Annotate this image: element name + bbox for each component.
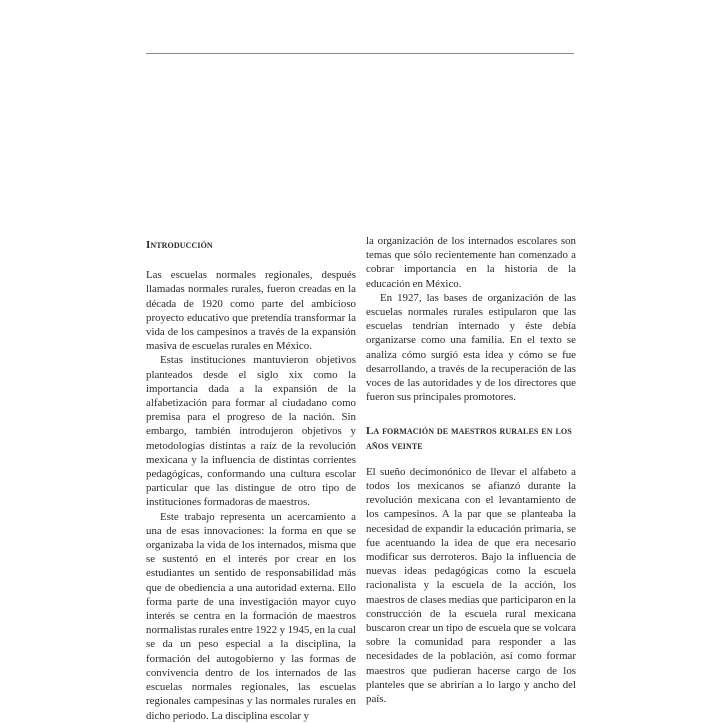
paragraph: El sueño decimonónico de llevar el alfabeto a todos los mexicanos se afianzó durante la revolución mexicana con el levantamiento de los campesinos. A la par que se planteaba la necesidad de expandir la educación primaria, se fue acentuando la idea de que era necesario modificar sus derroteros. Bajo la influencia de nuevas ideas pedagógicas como la escuela racionalista y la escuela de la acción, los maestros de clases medias que participaron en la construcción de la escuela rural mexicana buscaron crear un tipo de escuela que se volcara sobre la comunidad para responder a las necesidades de la población, así como formar maestros que pudieran hacerse cargo de los planteles que se abrirían a lo largo y ancho del país. bbox=[366, 465, 576, 706]
paragraph: Las escuelas normales regionales, después llamadas normales rurales, fueron creadas en la década de 1920 como parte del ambicioso proyecto educativo que pretendía transformar la vida de los campesinos a través de la expansión masiva de escuelas rurales en México. bbox=[146, 269, 356, 353]
paragraph: En 1927, las bases de organización de las escuelas normales rurales estipularon que las escuelas tendrían internado y éste debía organizarse como una familia. En el texto se analiza cómo surgió esta idea y cómo se fue desarrollando, a través de la recuperación de las voces de las autoridades y de los directores que fueron sus principales promotores. bbox=[366, 291, 576, 404]
paragraph: Este trabajo representa un acercamiento a una de esas innovaciones: la forma en que se organizaba la vida de los internados, misma que se sustentó en el interés por crear en los estudiantes un sentido de responsabilidad más que de obediencia a una autoridad externa. Ello forma parte de una investigación mayor cuyo interés se centra en la formación de maestros normalistas rurales entre 1922 y 1945, en la cual se da un peso especial a la disciplina, la formación del autogobierno y las formas de convivencia dentro de los internados de las escuelas normales regionales, las escuelas regionales campesinas y las normales rurales en dicho periodo. La disciplina escolar y bbox=[146, 510, 356, 722]
paragraph: la organización de los internados escolares son temas que sólo recientemente han comenzado a cobrar importancia en la historia de la educación en México. bbox=[366, 235, 576, 290]
right-column bbox=[366, 234, 576, 706]
section-heading-formacion: La formación de maestros rurales en los años veinte bbox=[366, 425, 572, 452]
section-heading-introduccion: Introducción bbox=[146, 239, 213, 251]
header-rule bbox=[146, 53, 574, 54]
left-column bbox=[146, 234, 356, 723]
paragraph: Estas instituciones mantuvieron objetivos planteados desde el siglo xix como la importancia dada a la expansión de la alfabetización para formar al ciudadano como premisa para el progreso de la nación. Sin embargo, también introdujeron objetivos y metodologías distintas a raíz de la revolución mexicana y la influencia de distintas corrientes pedagógicas, conformando una cultura escolar particular que las distingue de otro tipo de instituciones formadoras de maestros. bbox=[146, 354, 356, 509]
